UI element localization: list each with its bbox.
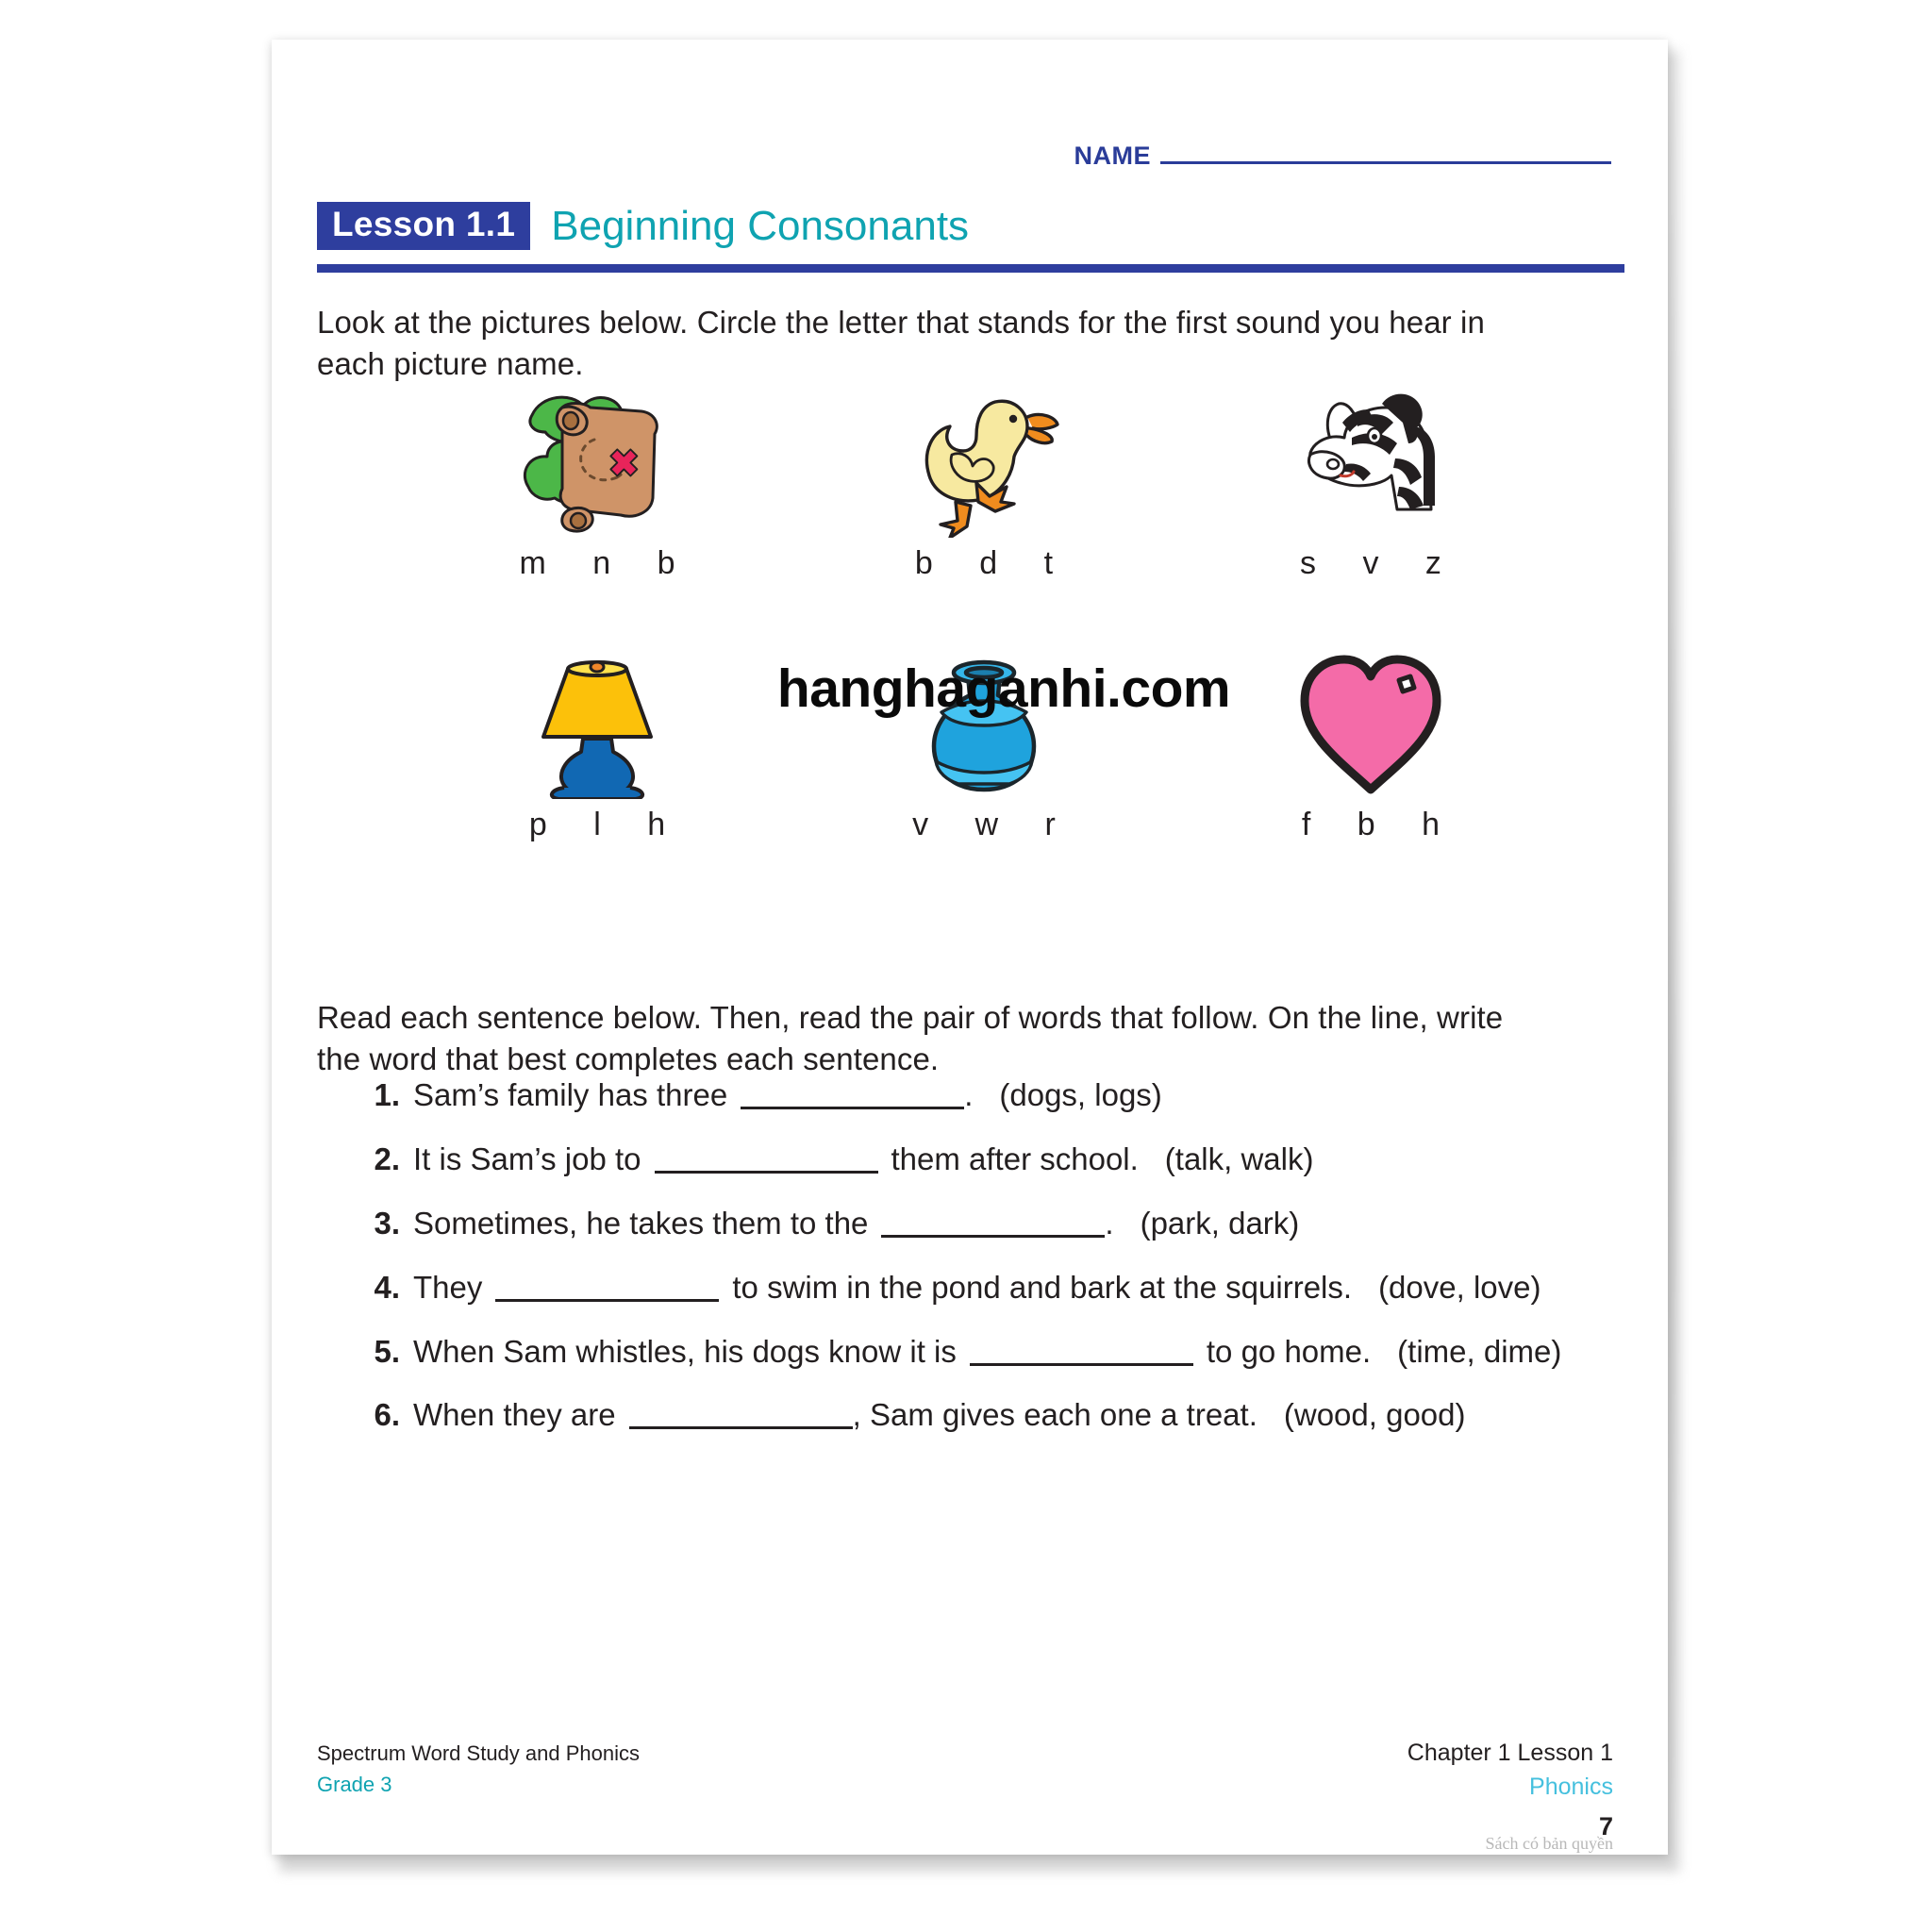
sentence-item bbox=[355, 1332, 1581, 1373]
picture-item-zebra bbox=[1177, 379, 1564, 582]
sentence-number: 6. bbox=[374, 1397, 400, 1433]
sentence-item bbox=[355, 1395, 1581, 1436]
sentence-text-after: . bbox=[1105, 1205, 1114, 1241]
letter-choices[interactable]: s v z bbox=[1300, 545, 1460, 581]
letter-choices[interactable]: m n b bbox=[519, 545, 694, 581]
instruction-text-1: Look at the pictures below. Circle the letter that stands for the first sound you hear in each picture name. bbox=[317, 305, 1485, 381]
section-label: Phonics bbox=[1529, 1774, 1613, 1801]
picture-grid bbox=[404, 379, 1564, 843]
sentence-number: 3. bbox=[374, 1205, 400, 1241]
sentence-text-after: to swim in the pond and bark at the squirrels. bbox=[732, 1269, 1353, 1305]
answer-blank[interactable] bbox=[741, 1078, 964, 1109]
book-title: Spectrum Word Study and Phonics bbox=[317, 1741, 640, 1765]
footer-left bbox=[317, 1738, 640, 1800]
letter-choices[interactable]: f b h bbox=[1301, 807, 1459, 842]
answer-blank[interactable] bbox=[881, 1207, 1105, 1238]
zebra-icon bbox=[1291, 379, 1450, 538]
chapter-lesson-label: Chapter 1 Lesson 1 bbox=[1407, 1740, 1613, 1766]
lamp-icon bbox=[526, 641, 668, 799]
name-row bbox=[272, 142, 1668, 171]
sentence-item bbox=[355, 1140, 1581, 1180]
vase-icon bbox=[921, 641, 1047, 799]
picture-row-1 bbox=[404, 379, 1564, 582]
answer-blank[interactable] bbox=[629, 1398, 853, 1429]
word-choices: (park, dark) bbox=[1140, 1205, 1300, 1241]
picture-item-vase bbox=[791, 641, 1177, 843]
letter-choices[interactable]: v w r bbox=[912, 807, 1074, 842]
picture-item-map bbox=[404, 379, 791, 582]
word-choices: (talk, walk) bbox=[1164, 1141, 1314, 1176]
copyright-note: Sách có bản quyền bbox=[1485, 1834, 1613, 1853]
sentence-text-after: , Sam gives each one a treat. bbox=[852, 1397, 1257, 1433]
page-number: 7 bbox=[1598, 1811, 1613, 1840]
sentence-text-after: . bbox=[964, 1077, 974, 1112]
lesson-badge: Lesson 1.1 bbox=[317, 202, 530, 250]
picture-item-heart bbox=[1177, 641, 1564, 843]
answer-blank[interactable] bbox=[970, 1335, 1193, 1366]
word-choices: (dove, love) bbox=[1378, 1269, 1541, 1305]
page-title: Beginning Consonants bbox=[551, 202, 970, 249]
sentence-item bbox=[355, 1075, 1581, 1116]
sentence-text-before: When Sam whistles, his dogs know it is bbox=[413, 1333, 957, 1369]
duck-icon bbox=[908, 379, 1059, 538]
sentence-number: 1. bbox=[374, 1077, 400, 1112]
sentence-list bbox=[355, 1075, 1581, 1459]
sentence-text-before: Sam’s family has three bbox=[413, 1077, 728, 1112]
instruction-text-2: Read each sentence below. Then, read the pair of words that follow. On the line, write the word that best completes each sentence. bbox=[317, 1000, 1504, 1076]
sentence-number: 5. bbox=[374, 1333, 400, 1369]
letter-choices[interactable]: p l h bbox=[528, 807, 685, 842]
sentence-text-after: them after school. bbox=[891, 1141, 1139, 1176]
heart-icon bbox=[1293, 641, 1448, 799]
sentence-number: 2. bbox=[374, 1141, 400, 1176]
word-choices: (wood, good) bbox=[1283, 1397, 1466, 1433]
worksheet-page bbox=[272, 40, 1668, 1855]
footer-right bbox=[1407, 1736, 1613, 1845]
picture-row-2 bbox=[404, 641, 1564, 843]
watermark-text: hanghaganhi.com bbox=[776, 658, 1231, 719]
sentence-text-before: When they are bbox=[413, 1397, 616, 1433]
picture-item-duck bbox=[791, 379, 1177, 582]
sentence-text-before: Sometimes, he takes them to the bbox=[413, 1205, 869, 1241]
treasure-map-icon bbox=[513, 379, 681, 538]
sentence-number: 4. bbox=[374, 1269, 400, 1305]
word-choices: (time, dime) bbox=[1397, 1333, 1562, 1369]
answer-blank[interactable] bbox=[495, 1271, 719, 1302]
sentence-item bbox=[355, 1204, 1581, 1244]
header-divider bbox=[317, 264, 1624, 273]
lesson-header bbox=[317, 202, 969, 250]
picture-item-lamp bbox=[404, 641, 791, 843]
book-grade: Grade 3 bbox=[317, 1773, 392, 1796]
letter-choices[interactable]: b d t bbox=[914, 545, 1073, 581]
sentence-text-after: to go home. bbox=[1206, 1333, 1372, 1369]
name-label: NAME bbox=[1074, 142, 1151, 170]
answer-blank[interactable] bbox=[655, 1142, 878, 1174]
sentence-text-before: They bbox=[413, 1269, 483, 1305]
name-write-line[interactable] bbox=[1160, 161, 1611, 164]
sentence-text-before: It is Sam’s job to bbox=[413, 1141, 641, 1176]
word-choices: (dogs, logs) bbox=[999, 1077, 1162, 1112]
sentence-item bbox=[355, 1268, 1581, 1308]
